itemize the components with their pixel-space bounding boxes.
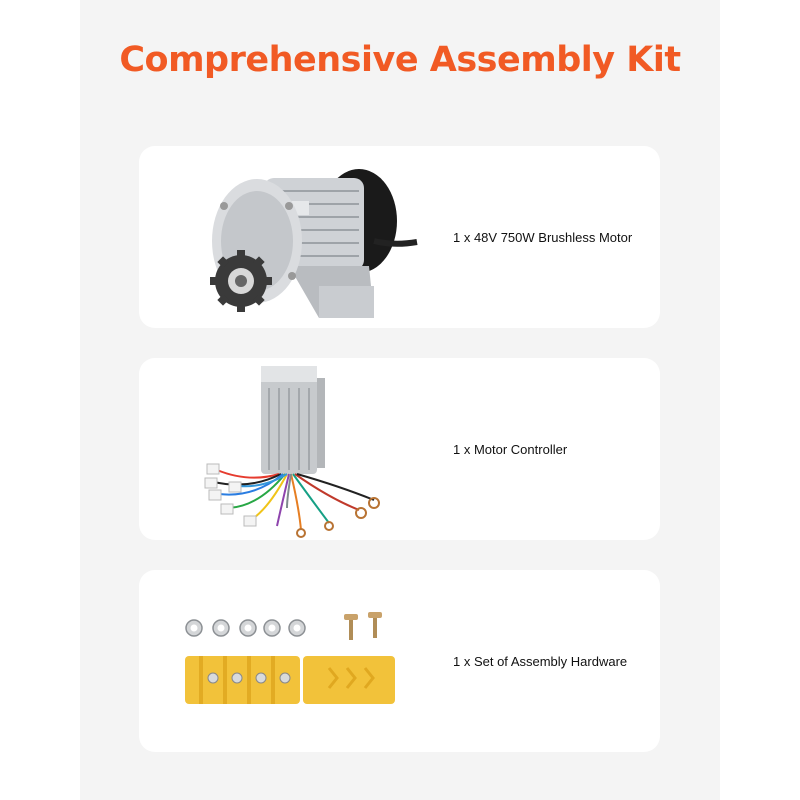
brushless-motor-image <box>169 146 419 328</box>
assembly-hardware-image <box>169 570 419 752</box>
kit-item-hardware <box>139 570 660 752</box>
kit-item-motor-label: 1 x 48V 750W Brushless Motor <box>453 229 633 245</box>
kit-item-hardware-label: 1 x Set of Assembly Hardware <box>453 653 628 669</box>
motor-controller-image <box>169 358 419 540</box>
kit-item-controller-label: 1 x Motor Controller <box>453 441 568 457</box>
kit-item-controller <box>139 358 660 540</box>
page-title: Comprehensive Assembly Kit <box>119 40 681 80</box>
kit-item-motor <box>139 146 660 328</box>
